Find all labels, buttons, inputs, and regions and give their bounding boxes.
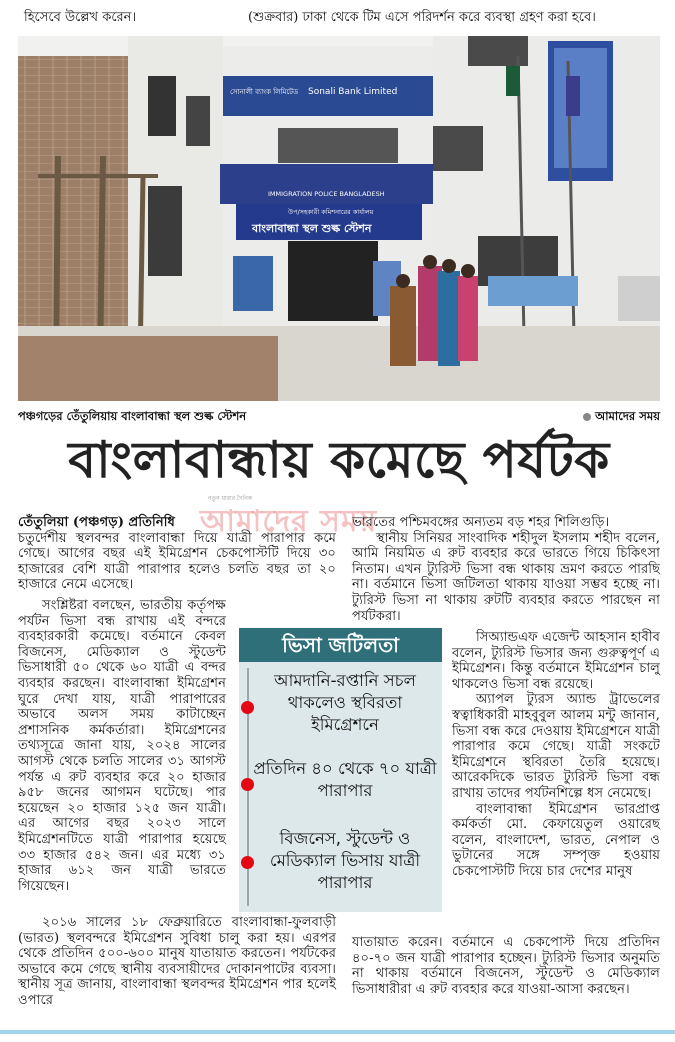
article-paragraph-2: সংশ্লিষ্টরা বলছেন, ভারতীয় কর্তৃপক্ষ পর্যটন ভিসা বন্ধ রাখায় এই বন্দরে ব্যবহারকারী কমেছে। বর্তমানে কেবল বিজনেস, মেডিক্যাল ও স্টুডেন্ট ভিসাধারী ৫০ থেকে ৬০ যাত্রী এ বন্দর ব্যবহার করছেন। বাংলাবান্ধা ইমিগ্রেশন ঘুরে দেখা যায়, যাত্রী পারাপারের অভাবে অলস সময় কাটাচ্ছেন প্রশাসনিক কর্মকর্তারা। ইমিগ্রেশনের তথ্যসূত্রে জানা যায়, ২০২৪ সালের আগস্ট থেকে চলতি সালের ৩১ আগস্ট পর্যন্ত এ রুট ব্যবহার করে ২০ হাজার ৯৫৮ জনের আগমন ঘটেছে। পার হয়েছেন ২০ হাজার ১২৫ জন যাত্রী। এর আগের বছর ২০২৩ সালে ইমিগ্রেশনটিতে যাত্রী পারাপার হয়েছে ৩৩ হাজার ৫৪২ জন। এর মধ্যে ৩১ হাজার ৬১২ জন যাত্রী ভারতে গিয়েছেন।	[18, 598, 226, 894]
svg-text:সোনালী ব্যাংক লিমিটেড: সোনালী ব্যাংক লিমিটেড	[230, 88, 299, 96]
credit-dot-icon	[583, 413, 591, 421]
svg-text:Sonali Bank Limited: Sonali Bank Limited	[308, 87, 398, 97]
photo-caption	[18, 408, 660, 426]
article-paragraph-8: বাংলাবান্ধা ইমিগ্রেশন ভারপ্রাপ্ত কর্মকর্তা মো. কেফায়েতুল ওয়ারেছ বলেন, বাংলাদেশ, ভারত, নেপাল ও ভুটানের সঙ্গে সম্পৃক্ত হওয়ায় চেকপোস্টটি দিয়ে চার দেশের মানুষ	[452, 801, 660, 879]
bottom-rule	[0, 1030, 675, 1034]
previous-article-fragment	[0, 0, 675, 30]
svg-text:বাংলাবান্ধা স্থল শুল্ক স্টেশন: বাংলাবান্ধা স্থল শুল্ক স্টেশন	[252, 222, 372, 235]
infobox-item-2: প্রতিদিন ৪০ থেকে ৭০ যাত্রী পারাপার	[253, 759, 437, 800]
article-column-1-top	[18, 515, 336, 593]
headline: বাংলাবান্ধায় কমেছে পর্যটক	[68, 430, 610, 489]
news-photo	[18, 36, 660, 401]
article-paragraph-1: চতুর্দেশীয় স্থলবন্দর বাংলাবান্ধা দিয়ে যাত্রী পারাপার কমে গেছে। আগের বছর এই ইমিগ্রেশন চেকপোস্টটি দিয়ে ৩০ হাজারের বেশি যাত্রী পারাপার হলেও চলতি বছর তা ২০ হাজারে নেমে এসেছে।	[18, 530, 336, 593]
prev-text-right: (শুক্রবার) ঢাকা থেকে টিম এসে পরিদর্শন করে ব্যবস্থা গ্রহণ করা হবে।	[248, 10, 596, 25]
infobox-item-3: বিজনেস, স্টুডেন্ট ও মেডিক্যাল ভিসায় যাত্রী পারাপার	[269, 829, 421, 892]
article-paragraph-7: অ্যাপল ট্যুরস অ্যান্ড ট্রাভেলের স্বত্বাধিকারী মাহবুবুল আলম মন্টু জানান, ভিসা বন্ধ করে দেওয়ায় ইমিগ্রেশনে যাত্রী পারাপার কমে গেছে। যাত্রী সংকটে ইমিগ্রেশনে স্থবিরতা তৈরি হয়েছে। আরেকদিকে ভারত ট্যুরিস্ট ভিসা বন্ধ রাখায় তাদের পর্যটনশিল্পে ধস নেমেছে।	[452, 692, 660, 801]
article-paragraph-6: সিঅ্যান্ডএফ এজেন্ট আহসান হাবীব বলেন, ট্যুরিস্ট ভিসার জন্য গুরুত্বপূর্ণ এ ইমিগ্রেশন। কিন্তু বর্তমানে ইমিগ্রেশন চালু থাকলেও ভিসা বন্ধ রয়েছে।	[452, 630, 660, 692]
infobox-item-1: আমদানি-রপ্তানি সচল থাকলেও স্থবিরতা ইমিগ্রেশনে	[274, 671, 416, 734]
article-column-1-middle	[18, 598, 226, 894]
building-illustration	[18, 36, 660, 401]
byline: তেঁতুলিয়া (পঞ্চগড়) প্রতিনিধি	[18, 515, 175, 530]
article-paragraph-9: যাতায়াত করেন। বর্তমানে এ চেকপোস্ট দিয়ে প্রতিদিন ৪০-৭০ জন যাত্রী পারাপার হচ্ছেন। ট্যুরিস্ট ভিসার অনুমতি না থাকায় বর্তমানে বিজনেস, স্টুডেন্ট ও মেডিক্যাল ভিসাধারীরা এ রুট ব্যবহার করে যাওয়া-আসা করছেন।	[352, 935, 660, 997]
svg-text:উপ/সহকারী কমিশনারের কার্যালয়: উপ/সহকারী কমিশনারের কার্যালয়	[288, 208, 374, 216]
watermark-logo: আমাদের সময়	[200, 504, 378, 539]
article-paragraph-4: ভারতের পশ্চিমবঙ্গের অন্যতম বড় শহর শিলিগুড়ি।	[352, 515, 610, 530]
article-column-1-bottom	[18, 915, 336, 1009]
caption-text: পঞ্চগড়ের তেঁতুলিয়ায় বাংলাবান্ধা স্থল শুল্ক স্টেশন	[18, 409, 247, 423]
infobox-title: ভিসা জটিলতা	[239, 628, 442, 662]
article-paragraph-3: ২০১৬ সালের ১৮ ফেব্রুয়ারিতে বাংলাবান্ধা-ফুলবাড়ী (ভারত) স্থলবন্দরে ইমিগ্রেশন সুবিধা চালু করা হয়। এরপর থেকে প্রতিদিন ৫০০-৬০০ মানুষ যাতায়াত করতেন। পর্যটকের অভাবে কমে গেছে স্থানীয় ব্যবসায়ীদের দোকানপাটের ব্যবসা। স্থানীয় সূত্র জানায়, বাংলাবান্ধা স্থলবন্দর ইমিগ্রেশন পার হলেই ওপারে	[18, 915, 336, 1008]
article-column-2-middle	[452, 630, 660, 880]
article-column-2-top	[352, 515, 660, 624]
visa-complexity-box	[239, 628, 442, 912]
article-paragraph-5: স্থানীয় সিনিয়র সাংবাদিক শহীদুল ইসলাম শহীদ বলেন, আমি নিয়মিত এ রুট ব্যবহার করে ভারতে গিয়ে চিকিৎসা নিতাম। এখন ট্যুরিস্ট ভিসা বন্ধ থাকায় ভ্রমণ করতে পারছি না। বর্তমানে ভিসা জটিলতা থাকায় যাওয়া সম্ভব হচ্ছে না। ট্যুরিস্ট ভিসা না থাকায় রুটটি ব্যবহার করতে পারছেন না পর্যটকরা।	[352, 530, 660, 624]
svg-text:IMMIGRATION POLICE BANGLADESH: IMMIGRATION POLICE BANGLADESH	[268, 190, 385, 198]
photo-credit: আমাদের সময়	[583, 408, 660, 427]
article-column-2-bottom	[352, 935, 660, 997]
prev-text-left: হিসেবে উল্লেখ করেন।	[24, 10, 137, 25]
watermark-tagline: নতুন ধারার দৈনিক	[208, 495, 252, 502]
